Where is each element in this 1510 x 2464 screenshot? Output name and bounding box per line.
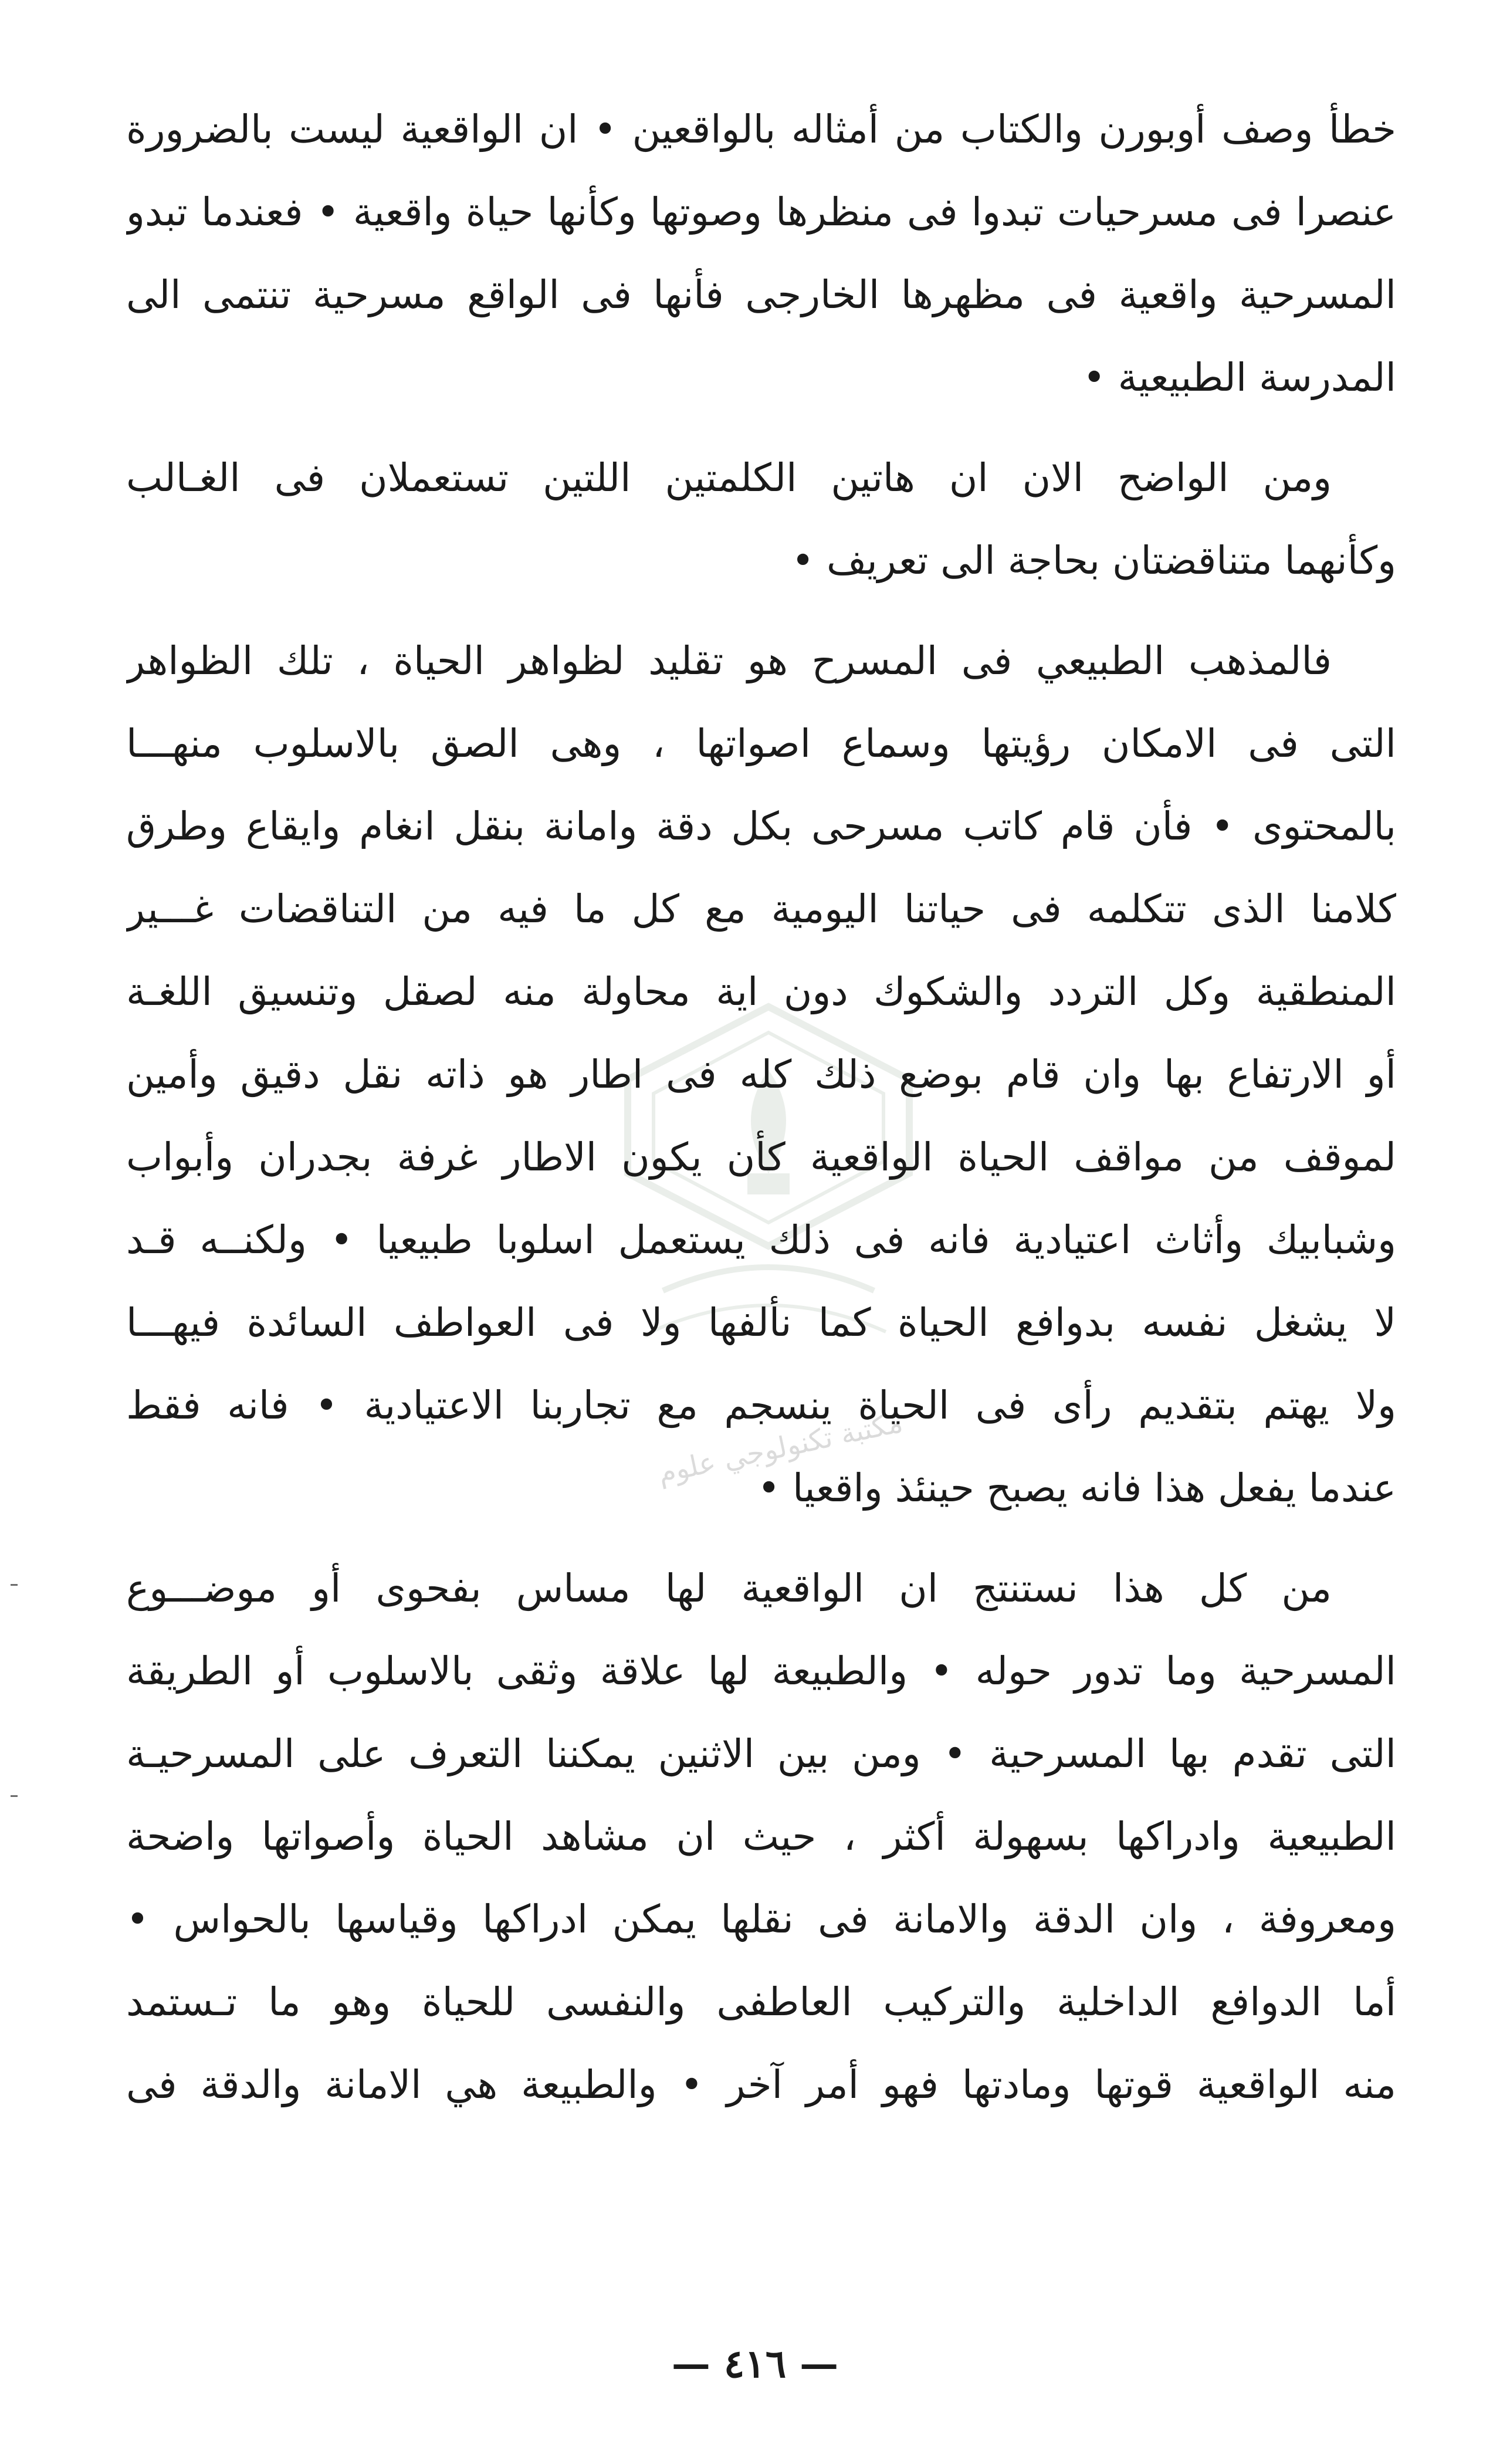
text-line: المسرحية واقعية فى مظهرها الخارجى فأنها فى الواقع مسرحية تنتمى الى [126, 272, 1396, 317]
paragraph [126, 620, 1396, 1529]
text-line: المسرحية وما تدور حوله • والطبيعة لها علاقة وثقى بالاسلوب أو الطريقة [126, 1649, 1396, 1694]
text-line: من كل هذا نستنتج ان الواقعية لها مساس بفحوى أو موضـــوع [126, 1566, 1332, 1611]
text-line: بالمحتوى • فأن قام كاتب مسرحى بكل دقة وامانة بنقل انغام وايقاع وطرق [126, 804, 1396, 849]
text-line: ومن الواضح الان ان هاتين الكلمتين اللتين تستعملان فى الغـالب [126, 455, 1332, 500]
text-line: لا يشغل نفسه بدوافع الحياة كما نألفها ولا فى العواطف السائدة فيهـــا [126, 1300, 1396, 1345]
paragraph [126, 436, 1396, 602]
text-line: عنصرا فى مسرحيات تبدوا فى منظرها وصوتها وكأنها حياة واقعية • فعندما تبدو [126, 189, 1396, 235]
paragraph [126, 1547, 1396, 2126]
watermark-caption: مكتبة تكنولوجي علوم [655, 1406, 906, 1490]
text-line: خطأ وصف أوبورن والكتاب من أمثاله بالواقعين • ان الواقعية ليست بالضرورة [126, 107, 1396, 152]
text-line: أما الدوافع الداخلية والتركيب العاطفى والنفسى للحياة وهو ما تـستمد [126, 1979, 1396, 2025]
text-line: وشبابيك وأثاث اعتيادية فانه فى ذلك يستعمل اسلوبا طبيعيا • ولكنــه قـد [126, 1217, 1396, 1263]
page-number: — ٤١٦ — [671, 2341, 839, 2387]
text-line: ومعروفة ، وان الدقة والامانة فى نقلها يمكن ادراكها وقياسها بالحواس • [126, 1897, 1396, 1942]
body-text [126, 88, 1396, 2126]
text-line: عندما يفعل هذا فانه يصبح حينئذ واقعيا • [757, 1465, 1396, 1511]
text-line: فالمذهب الطبيعي فى المسرح هو تقليد لظواهر الحياة ، تلك الظواهر [126, 638, 1332, 683]
text-line: كلامنا الذى تتكلمه فى حياتنا اليومية مع كل ما فيه من التناقضات غـــير [126, 886, 1396, 932]
text-line: منه الواقعية قوتها ومادتها فهو أمر آخر • والطبيعة هي الامانة والدقة فى [126, 2062, 1396, 2107]
text-line: ولا يهتم بتقديم رأى فى الحياة ينسجم مع تجاربنا الاعتيادية • فانه فقط [126, 1383, 1396, 1428]
paragraph [126, 88, 1396, 419]
scan-margin-mark [11, 1584, 18, 1586]
text-line: أو الارتفاع بها وان قام بوضع ذلك كله فى اطار هو ذاته نقل دقيق وأمين [126, 1052, 1396, 1097]
text-line: الطبيعية وادراكها بسهولة أكثر ، حيث ان مشاهد الحياة وأصواتها واضحة [126, 1814, 1396, 1859]
text-line: وكأنهما متناقضتان بحاجة الى تعريف • [791, 538, 1396, 583]
text-line: المدرسة الطبيعية • [1082, 355, 1396, 400]
text-line: التى فى الامكان رؤيتها وسماع اصواتها ، وهى الصق بالاسلوب منهـــا [126, 721, 1396, 766]
text-line: التى تقدم بها المسرحية • ومن بين الاثنين يمكننا التعرف على المسرحيـة [126, 1731, 1396, 1776]
scan-margin-mark [11, 1795, 18, 1797]
text-line: المنطقية وكل التردد والشكوك دون اية محاولة منه لصقل وتنسيق اللغـة [126, 969, 1396, 1014]
text-line: لموقف من مواقف الحياة الواقعية كأن يكون الاطار غرفة بجدران وأبواب [126, 1135, 1396, 1180]
